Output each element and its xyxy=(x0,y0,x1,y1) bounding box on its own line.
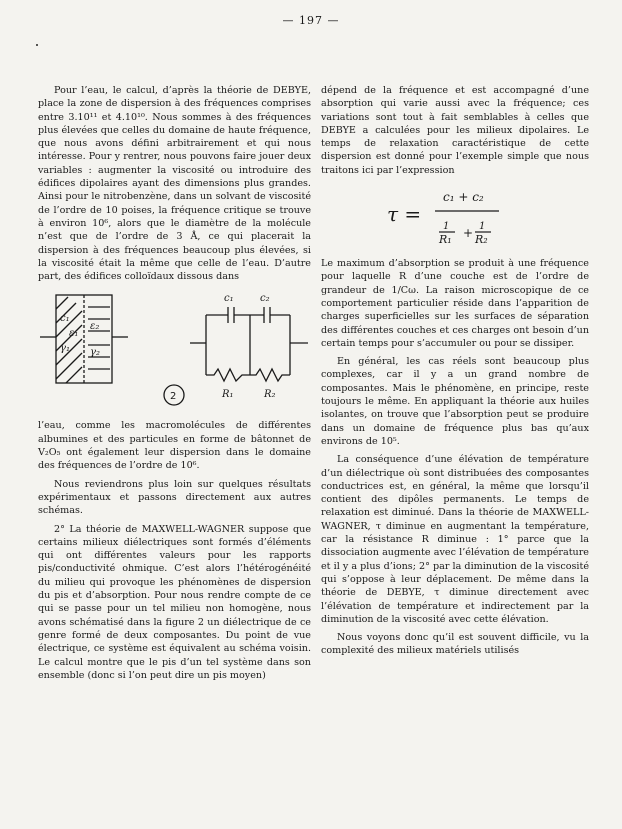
paragraph-debye-water: Pour l’eau, le calcul, d’après la théorie de DEBYE, place la zone de dispersion à des fréquences comprises entre 3.10¹¹ et 4.10¹⁰. Nous sommes à des fréquences plus élevées que celles du domaine de haute fréquence, que nous avons défini arbitrairement et qui nous intéresse. Pour y rentrer, nous pouvons faire jouer deux variables : augmenter la viscosité ou introduire des édifices dipolaires ayant des dimensions plus grandes. Ainsi pour le nitrobenzène, dans un solvant de viscosité de l’ordre de 10 poises, la fréquence critique se trouve à environ 10⁶, alors que le diamètre de la molécule n’est que de l’ordre de 3 Å, ce qui placerait la dispersion à des fréquences beaucoup plus élevées, si la viscosité était la même que celle de l’eau. D’autre part, des édifices colloïdaux dissous dans xyxy=(38,85,311,283)
figure-2-drawing xyxy=(38,289,311,413)
label-R2: R₂ xyxy=(264,389,276,401)
label-c2-circuit: c₂ xyxy=(260,293,270,305)
label-g2: γ₂ xyxy=(90,347,100,359)
paragraph-real-cases: En général, les cas réels sont beaucoup plus complexes, car il y a un grand nombre de composantes. Mais le phénomène, en principe, reste toujours le même. En appliquant la théorie aux huiles isolantes, on trouve que l’absorption peut se produire dans un domaine de fréquence plus bas qu’aux environs de 10⁵. xyxy=(321,356,589,447)
paragraph-next-schemes: Nous reviendrons plus loin sur quelques résultats expérimentaux et passons directement aux autres schémas. xyxy=(38,478,311,517)
paragraph-conclusion: Nous voyons donc qu’il est souvent difficile, vu la complexité des milieux matériels utilisés xyxy=(321,632,589,657)
equation-lhs: τ = xyxy=(387,202,422,227)
paragraph-maxwell-wagner: 2° La théorie de MAXWELL-WAGNER suppose que certains milieux diélectriques sont formés d’éléments qui ont différentes valeurs pour les rapports pis/conductivité ohmique. C’est alors l’hétérogénéité du milieu qui provoque les phénomènes de dispersion du pis et d’absorption. Pour nous rendre compte de ce qui se passe pour un tel milieu non homogène, nous avons schématisé dans la figure 2 un diélectrique de ce genre formé de deux composantes. Du point de vue électrique, ce système est équivalent au schéma voisin. Le calcul montre que le pis d’un tel système dans son ensemble (donc si l’on peut dire un pis moyen) xyxy=(38,523,311,681)
label-R1: R₁ xyxy=(222,389,234,401)
figure-number: 2 xyxy=(170,391,177,403)
equation-numerator: c₁ + c₂ xyxy=(443,190,484,205)
equation-den-b: 1 xyxy=(479,221,486,233)
label-e1: ε₁ xyxy=(69,328,79,340)
relaxation-time-equation xyxy=(321,183,589,247)
label-e2: ε₂ xyxy=(90,321,100,333)
paragraph-colloids: l’eau, comme les macromolécules de différentes albumines et des particules en forme de bâtonnet de V₂O₅ ont également leur dispersion dans le domaine des fréquences de l’ordre de 10⁶. xyxy=(38,420,311,472)
scan-speck xyxy=(36,44,38,46)
figure-2 xyxy=(38,289,311,413)
left-column xyxy=(38,84,311,687)
paragraph-temperature: La conséquence d’une élévation de température d’un diélectrique où sont distribuées des composantes conductrices est, en général, la même que lorsqu’il contient des dipôles permanents. Le temps de relaxation est diminué. Dans la théorie de MAXWELL-WAGNER, τ diminue en augmentant la température, car la résistance R diminue : 1° parce que la dissociation augmente avec l’élévation de température et il y a plus d’ions; 2° par la diminution de la viscosité qui s’oppose à leur déplacement. De même dans la théorie de DEBYE, τ diminue directement avec l’élévation de température et indirectement par la diminution de la viscosité avec cette élévation. xyxy=(321,454,589,625)
label-g1: γ₁ xyxy=(60,343,70,355)
label-c1-circuit: c₁ xyxy=(224,293,234,305)
equation-den-b-sub: R₂ xyxy=(475,233,488,247)
equation-den-a-sub: R₁ xyxy=(439,233,452,247)
label-c1: c₁ xyxy=(60,313,70,325)
page-number: — 197 — xyxy=(282,14,340,27)
paragraph-frequency-dependence: dépend de la fréquence et est accompagné d’une absorption qui varie aussi avec la fréquence; ces variations sont tout à fait semblables à celles que DEBYE a calculées pour les milieux dipolaires. Le temps de relaxation caractéristique de cette dispersion est donné pour l’exemple simple que nous traitons ici par l’expression xyxy=(321,85,589,176)
paragraph-absorption-maximum: Le maximum d’absorption se produit à une fréquence pour laquelle R d’une couche est de l’ordre de grandeur de 1/Cω. La raison microscopique de ce comportement particulier réside dans l’apparition de charges superficielles sur les surfaces de séparation des différentes couches et ces charges ont besoin d’un certain temps pour s’accumuler ou pour se dissiper. xyxy=(321,258,589,349)
equation-drawing xyxy=(381,183,541,247)
equation-plus: + xyxy=(463,226,474,241)
right-column xyxy=(321,84,589,663)
equation-den-a: 1 xyxy=(443,221,450,233)
